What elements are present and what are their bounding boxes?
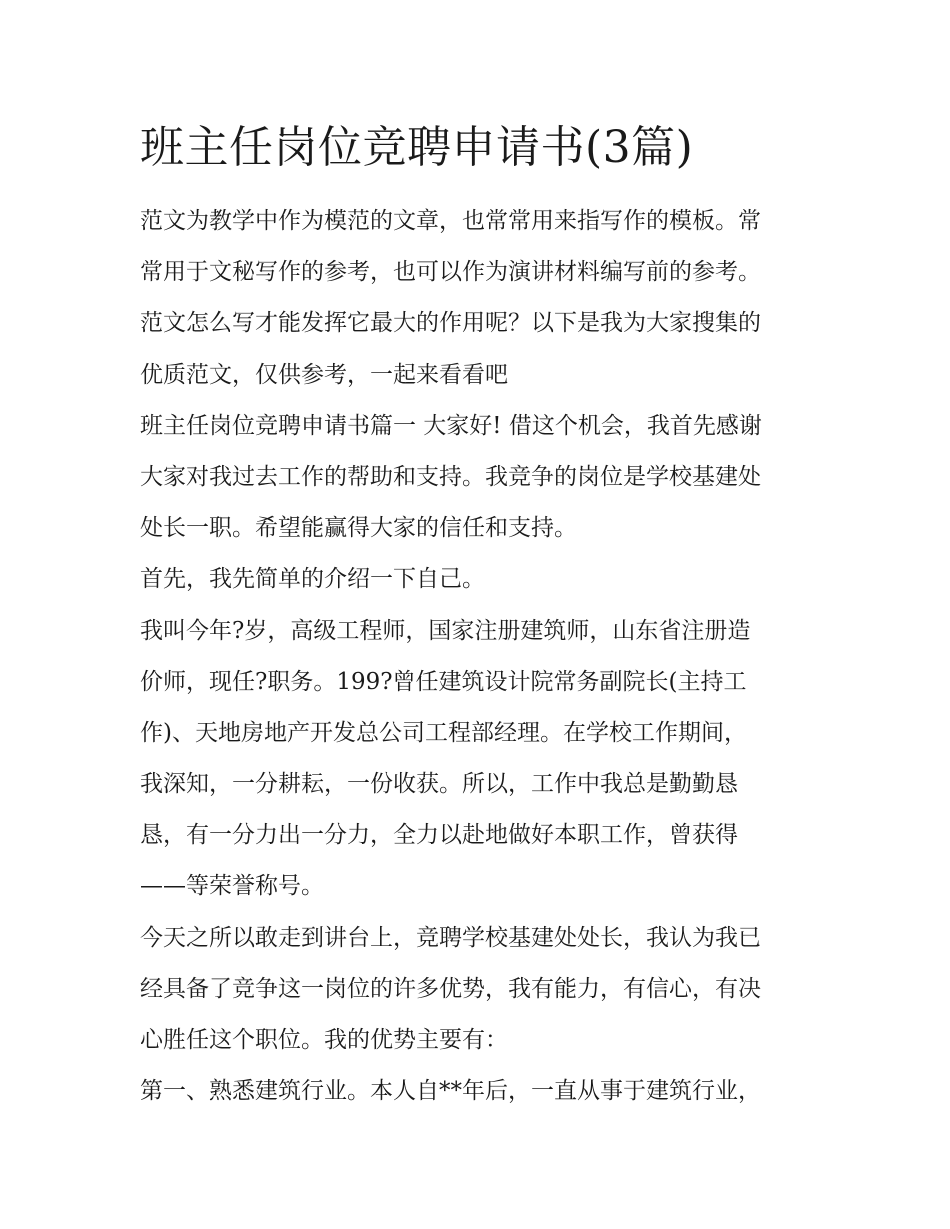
text-line: 价师，现任?职务。199?曾任建筑设计院常务副院长(主持工 bbox=[140, 668, 747, 695]
text-line: 心胜任这个职位。我的优势主要有： bbox=[140, 1027, 508, 1053]
text-line: 大家对我过去工作的帮助和支持。我竞争的岗位是学校基建处 bbox=[140, 463, 761, 490]
text-line: 首先，我先简单的介绍一下自己。 bbox=[140, 566, 485, 593]
text-line: 班主任岗位竞聘申请书篇一 大家好! 借这个机会，我首先感谢 bbox=[140, 412, 762, 439]
document-page bbox=[140, 110, 820, 1117]
text-line: 处长一职。希望能赢得大家的信任和支持。 bbox=[140, 515, 577, 542]
text-line: ——等荣誉称号。 bbox=[140, 873, 324, 900]
text-line: 第一、熟悉建筑行业。本人自**年后，一直从事于建筑行业， bbox=[140, 1078, 761, 1105]
text-line: 恳，有一分力出一分力，全力以赴地做好本职工作，曾获得 bbox=[140, 822, 738, 849]
text-line: 范文为教学中作为模范的文章，也常常用来指写作的模板。常 bbox=[140, 208, 761, 234]
text-line: 我叫今年?岁，高级工程师，国家注册建筑师，山东省注册造 bbox=[140, 617, 751, 644]
text-line: 经具备了竞争这一岗位的许多优势，我有能力，有信心，有决 bbox=[140, 975, 761, 1002]
text-line: 范文怎么写才能发挥它最大的作用呢？以下是我为大家搜集的 bbox=[140, 310, 761, 337]
document-body bbox=[140, 196, 820, 1117]
document-title: 班主任岗位竞聘申请书(3篇) bbox=[140, 122, 694, 173]
text-line: 我深知，一分耕耘，一份收获。所以，工作中我总是勤勤恳 bbox=[140, 771, 738, 798]
text-line: 今天之所以敢走到讲台上，竞聘学校基建处处长，我认为我已 bbox=[140, 924, 761, 951]
text-line: 优质范文，仅供参考，一起来看看吧 bbox=[140, 361, 508, 388]
text-line: 常用于文秘写作的参考，也可以作为演讲材料编写前的参考。 bbox=[140, 259, 761, 286]
text-line: 作)、天地房地产开发总公司工程部经理。在学校工作期间， bbox=[140, 719, 747, 746]
